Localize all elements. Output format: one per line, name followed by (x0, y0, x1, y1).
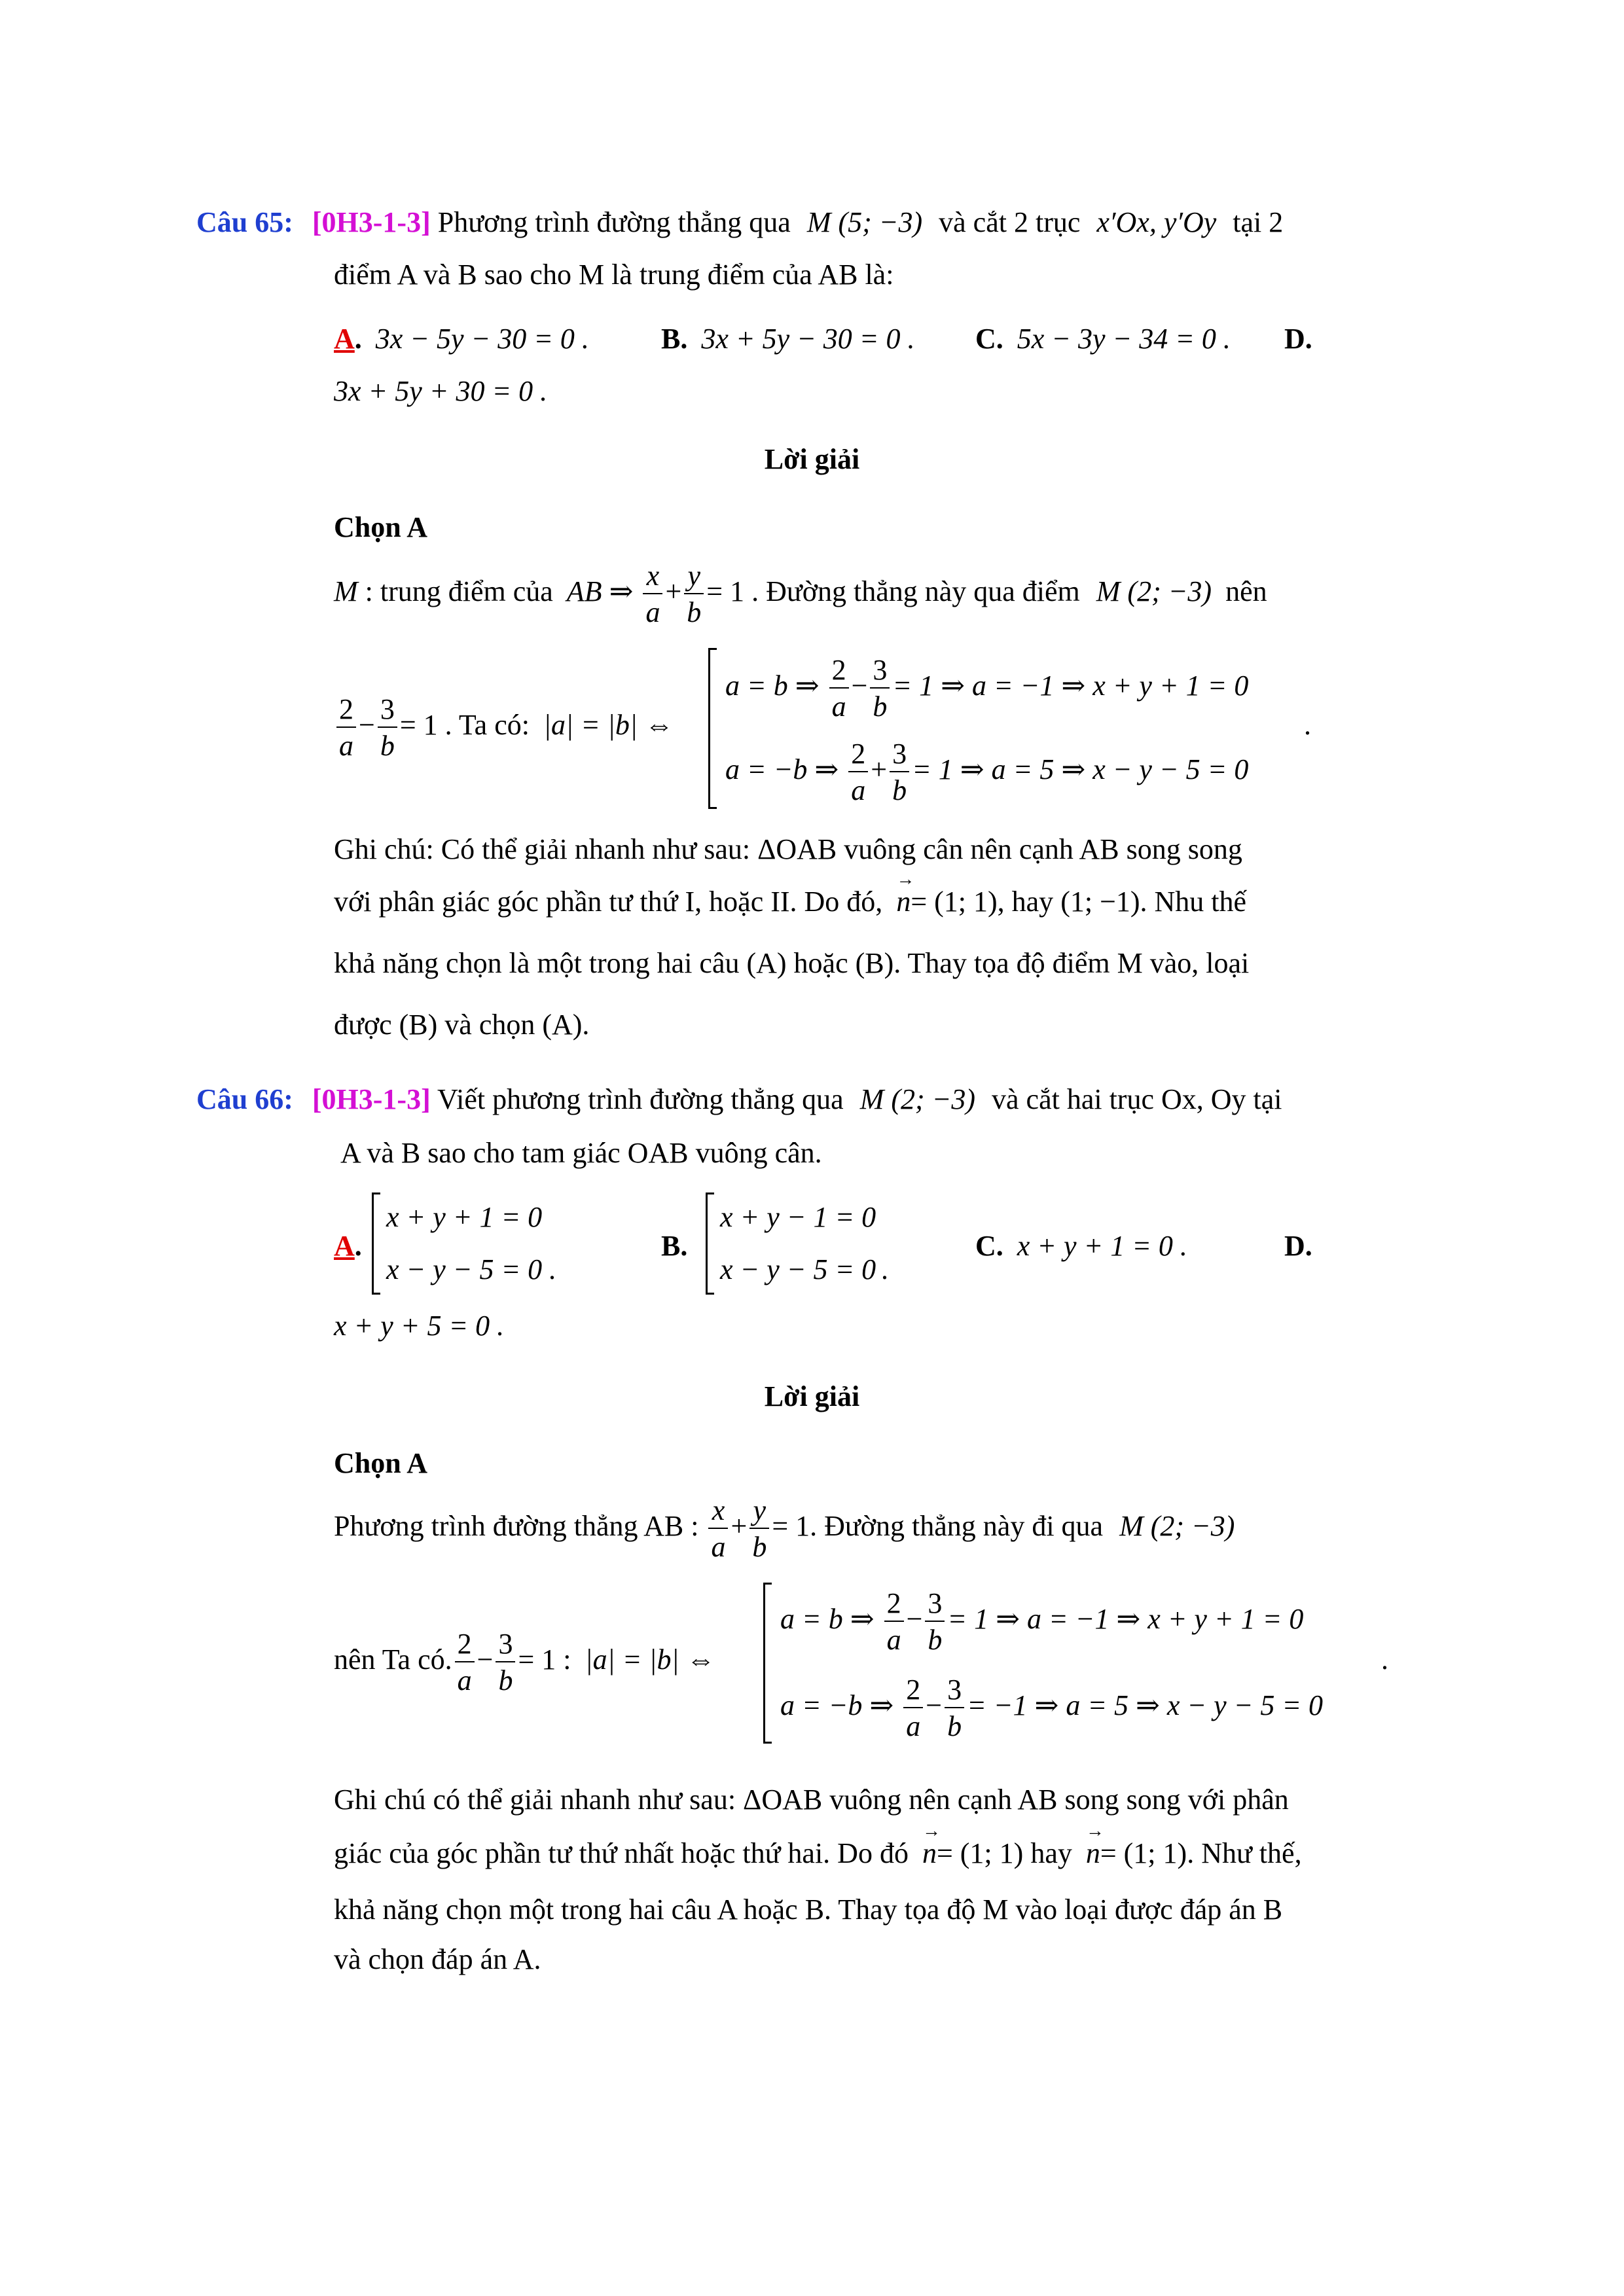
q65-option-b-label: B. (661, 323, 688, 355)
q66-stem-line1 (196, 1085, 1282, 1114)
q66-label: Câu 66: (196, 1083, 293, 1115)
q66-option-b-row2: x − y − 5 = 0 (720, 1253, 876, 1285)
q65-m-var: M (334, 575, 358, 608)
q66-option-d-text: x + y + 5 = 0 . (334, 1310, 505, 1342)
q66-option-d-label: D. (1284, 1230, 1312, 1262)
q65-system-bracket (708, 648, 717, 809)
q65-frac-x-a: $\frac{x}{a}$ (643, 562, 662, 627)
q65-option-d-label: D. (1284, 323, 1312, 355)
q65-stem-a: Phương trình đường thẳng qua (437, 206, 791, 238)
q65-abs: |a| = |b| ⇔ (543, 709, 674, 742)
q66-choice: Chọn A (334, 1447, 428, 1479)
q65-vector-n: → n (896, 888, 911, 916)
q66-system-row1: a = b ⇒ $\frac{2}{a}$ − $\frac{3}{b}$ = 1 ⇒ a = −1 ⇒ x + y + 1 = 0 (780, 1587, 1304, 1656)
q65-frac-2-a: $\frac{2}{a}$ (336, 695, 356, 761)
q65-l1-b: . Đường thẳng này qua điểm (751, 575, 1080, 608)
q66-system-row2: a = −b ⇒ $\frac{2}{a}$ − $\frac{3}{b}$ = −1 ⇒ a = 5 ⇒ x − y − 5 = 0 (780, 1674, 1324, 1742)
q65-option-b (661, 325, 915, 353)
q65-stem-line2: điểm A và B sao cho M là trung điểm của AB là: (334, 259, 894, 291)
q65-stem-b: và cắt 2 trục (939, 206, 1081, 238)
q65-option-c-text: 5x − 3y − 34 = 0 . (1017, 323, 1231, 355)
q65-point-m2: M (2; −3) (1096, 575, 1212, 608)
q65-system-period: . (1304, 709, 1311, 741)
q66-frac-2-a: $\frac{2}{a}$ (455, 1630, 475, 1695)
q66-option-a-period: . (549, 1253, 556, 1285)
q65-note-line4: được (B) và chọn (A). (334, 1009, 590, 1041)
q65-note-line1: Ghi chú: Có thể giải nhanh như sau: ΔOAB vuông cân nên cạnh AB song song (334, 833, 1242, 865)
q66-system-period: . (1381, 1643, 1388, 1676)
q66-stem-b: và cắt hai trục Ox, Oy tại (992, 1083, 1282, 1115)
q65-l1-c: nên (1225, 575, 1267, 608)
q66-abs: |a| = |b| ⇔ (585, 1643, 715, 1676)
q66-code: [0H3-1-3] (312, 1083, 431, 1115)
q65-code: [0H3-1-3] (312, 206, 431, 238)
q65-option-b-text: 3x + 5y − 30 = 0 . (701, 323, 915, 355)
q66-option-c: C. x + y + 1 = 0 . (975, 1230, 1187, 1262)
q66-note-line4: và chọn đáp án A. (334, 1943, 541, 1975)
q66-option-b-bracket (706, 1193, 714, 1295)
q66-system-bracket (763, 1583, 772, 1744)
q66-solution-line2: nên Ta có. $\frac{2}{a}$ − $\frac{3}{b}$ = 1 : |a| = |b| ⇔ (334, 1628, 715, 1696)
q65-label: Câu 65: (196, 206, 293, 238)
q66-option-b-row1: x + y − 1 = 0 (720, 1201, 876, 1233)
q66-option-a-row2: x − y − 5 = 0 (386, 1253, 543, 1285)
q66-frac-3-b: $\frac{3}{b}$ (496, 1630, 515, 1695)
q65-stem-line1 (196, 208, 1283, 237)
q65-option-a-label: A (334, 323, 355, 355)
q65-option-a: A. 3x − 5y − 30 = 0 . (334, 323, 589, 355)
q66-frac-x-a: $\frac{x}{a}$ (708, 1496, 728, 1562)
q66-point-m: M (2; −3) (859, 1083, 976, 1115)
q65-option-a-text: 3x − 5y − 30 = 0 . (375, 323, 589, 355)
q66-vector-n1: → n (922, 1839, 937, 1868)
q65-solution-line1: M : trung điểm của AB ⇒ $\frac{x}{a}$ + $\frac{y}{b}$ = 1 . Đường thẳng này qua điểm M (2; −3) nên (334, 560, 1267, 628)
q66-stem-line2: A và B sao cho tam giác OAB vuông cân. (340, 1137, 822, 1169)
q65-point-m: M (5; −3) (806, 206, 923, 238)
q65-option-d-text: 3x + 5y + 30 = 0 . (334, 375, 548, 407)
q65-l1-a: : trung điểm của (365, 575, 553, 608)
q66-note-line3: khả năng chọn một trong hai câu A hoặc B. Thay tọa độ M vào loại được đáp án B (334, 1893, 1283, 1926)
q65-system-row2: a = −b ⇒ $\frac{2}{a}$ + $\frac{3}{b}$ = 1 ⇒ a = 5 ⇒ x − y − 5 = 0 (725, 738, 1249, 806)
q66-option-a-row1: x + y + 1 = 0 (386, 1201, 543, 1233)
q66-note-line2: giác của góc phần tư thứ nhất hoặc thứ hai. Do đó → n= (1; 1) hay → n= (1; 1). Như thế, (334, 1839, 1302, 1868)
q66-solution-line1: Phương trình đường thẳng AB : $\frac{x}{a}$ + $\frac{y}{b}$ = 1. Đường thẳng này đi qua M (2; −3) (334, 1494, 1235, 1563)
q66-point-m2: M (2; −3) (1119, 1510, 1235, 1543)
q65-note-line3: khả năng chọn là một trong hai câu (A) hoặc (B). Thay tọa độ điểm M vào, loại (334, 947, 1250, 979)
q66-vector-n2: → n (1086, 1839, 1100, 1868)
q65-frac-y-b: $\frac{y}{b}$ (684, 562, 704, 627)
q66-solution-title: Lời giải (764, 1380, 860, 1412)
q66-note-line1: Ghi chú có thể giải nhanh như sau: ΔOAB vuông nên cạnh AB song song với phân (334, 1784, 1289, 1816)
q65-frac-3-b: $\frac{3}{b}$ (378, 695, 397, 761)
q65-l2-a: . Ta có: (444, 709, 530, 742)
q66-stem-a: Viết phương trình đường thẳng qua (437, 1083, 844, 1115)
q65-option-c-label: C. (975, 323, 1003, 355)
q65-option-c (975, 325, 1231, 353)
q65-solution-line2: $\frac{2}{a}$ − $\frac{3}{b}$ = 1 . Ta có: |a| = |b| ⇔ (334, 695, 674, 761)
q66-option-b-label: B. (661, 1230, 688, 1262)
q66-option-b-period: . (881, 1253, 888, 1285)
q65-axes: x′Ox, y′Oy (1096, 206, 1217, 238)
q65-stem-c: tại 2 (1233, 206, 1284, 238)
q66-option-a-label: A. (334, 1230, 362, 1262)
q65-ab: AB (566, 575, 602, 608)
q66-option-a-bracket (372, 1193, 380, 1295)
q65-solution-title: Lời giải (764, 443, 860, 475)
q65-choice: Chọn A (334, 511, 428, 543)
q65-system-row1: a = b ⇒ $\frac{2}{a}$ − $\frac{3}{b}$ = 1 ⇒ a = −1 ⇒ x + y + 1 = 0 (725, 654, 1249, 723)
q65-note-line2: với phân giác góc phần tư thứ I, hoặc II. Do đó, → n= (1; 1), hay (1; −1). Nhu thế (334, 888, 1246, 916)
q66-frac-y-b: $\frac{y}{b}$ (749, 1496, 769, 1562)
